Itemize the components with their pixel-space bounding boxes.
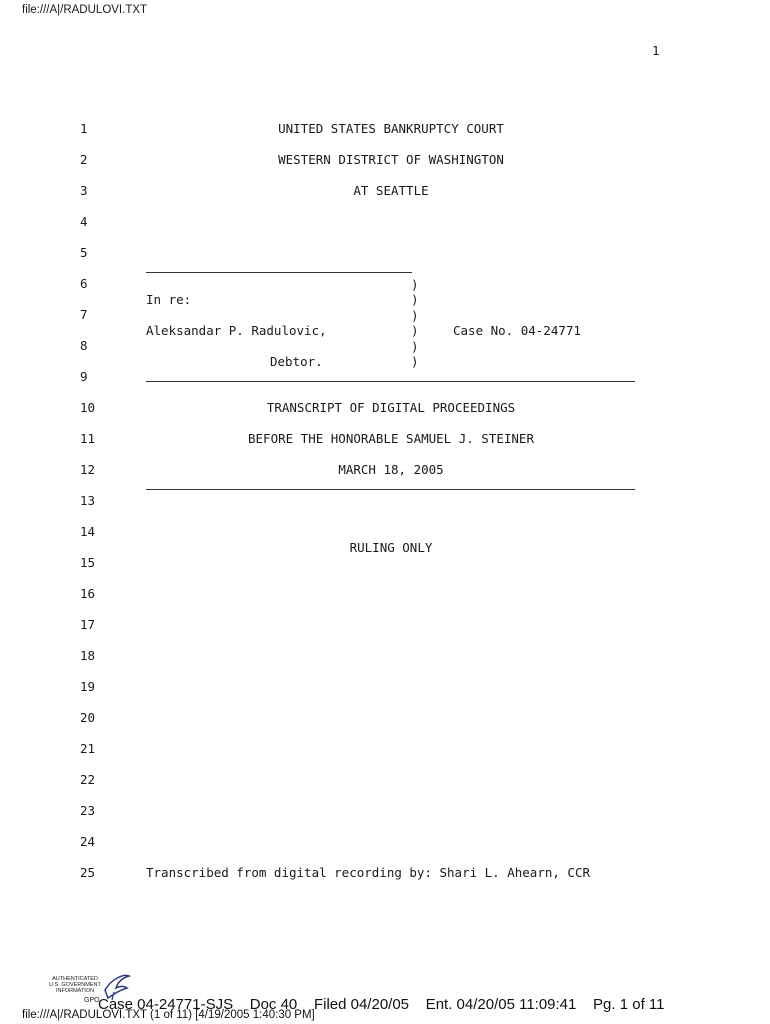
case-number: Case No. 04-24771 (453, 323, 581, 338)
line-text: Transcribed from digital recording by: Shari L. Ahearn, CCR (146, 865, 591, 880)
line-number: 12 (80, 462, 96, 477)
header-file-path: file:///A|/RADULOVI.TXT (22, 4, 148, 16)
caption-paren: ) (411, 308, 419, 323)
line-text: BEFORE THE HONORABLE SAMUEL J. STEINER (248, 431, 534, 446)
line-number: 4 (80, 214, 88, 229)
page-number: 1 (652, 43, 660, 58)
line-text: MARCH 18, 2005 (338, 462, 444, 477)
caption-paren: ) (411, 354, 419, 369)
line-number: 15 (80, 555, 96, 570)
line-number: 5 (80, 245, 88, 260)
line-number: 16 (80, 586, 96, 601)
line-number: 21 (80, 741, 96, 756)
line-number: 8 (80, 338, 88, 353)
footer-file-path: file:///A|/RADULOVI.TXT (1 of 11) [4/19/2005 1:40:30 PM] (22, 1009, 315, 1021)
line-number: 10 (80, 400, 96, 415)
line-number: 17 (80, 617, 96, 632)
line-number: 13 (80, 493, 96, 508)
line-number: 22 (80, 772, 96, 787)
line-text: TRANSCRIPT OF DIGITAL PROCEEDINGS (266, 400, 516, 415)
ruling-heading: RULING ONLY (349, 540, 433, 555)
line-number: 7 (80, 307, 88, 322)
court-filing-stamp: Case 04-24771-SJS Doc 40 Filed 04/20/05 Ent. 04/20/05 11:09:41 Pg. 1 of 11 (98, 996, 665, 1013)
line-text: WESTERN DISTRICT OF WASHINGTON (278, 152, 504, 167)
line-number: 3 (80, 183, 88, 198)
line-text: AT SEATTLE (353, 183, 429, 198)
line-number: 6 (80, 276, 88, 291)
line-number: 1 (80, 121, 88, 136)
line-number: 19 (80, 679, 96, 694)
line-number: 18 (80, 648, 96, 663)
seal-text: AUTHENTICATED U.S. GOVERNMENT INFORMATION (49, 976, 101, 994)
proceedings-rule (146, 489, 635, 490)
line-number: 24 (80, 834, 96, 849)
party-name: Aleksandar P. Radulovic, (146, 323, 327, 338)
line-number: 20 (80, 710, 96, 725)
gpo-label: GPO (84, 997, 100, 1004)
line-number: 2 (80, 152, 88, 167)
caption-paren: ) (411, 323, 419, 338)
line-number: 9 (80, 369, 88, 384)
caption-paren: ) (411, 292, 419, 307)
party-role: Debtor. (270, 354, 323, 369)
line-text: UNITED STATES BANKRUPTCY COURT (278, 121, 504, 136)
line-number: 25 (80, 865, 96, 880)
caption-rule-bottom (146, 381, 635, 382)
caption-rule-top (146, 272, 412, 273)
caption-paren: ) (411, 277, 419, 292)
line-number: 14 (80, 524, 96, 539)
line-number: 11 (80, 431, 96, 446)
line-number: 23 (80, 803, 96, 818)
caption-paren: ) (411, 339, 419, 354)
in-re-label: In re: (146, 292, 192, 307)
